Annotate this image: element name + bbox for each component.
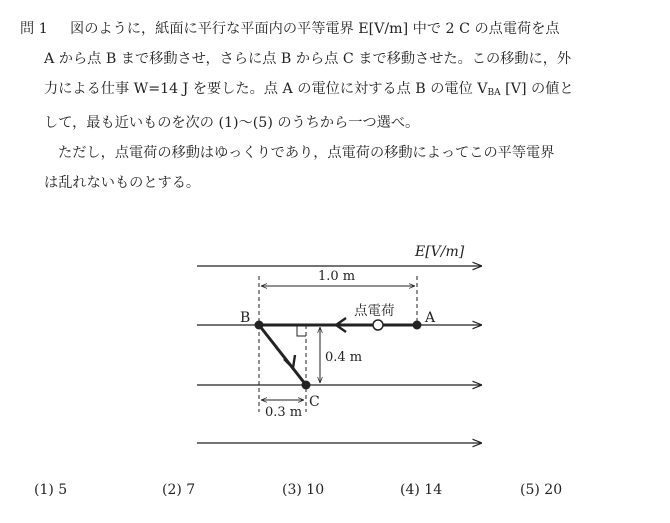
question-line-6: は乱れないものとする。 [44, 175, 201, 191]
point-c [302, 381, 311, 390]
dimension-vertical-label: 0.4 m [325, 350, 363, 365]
choice-1[interactable]: (1) 5 [34, 482, 68, 498]
label-b: B [240, 310, 251, 326]
choice-4[interactable]: (4) 14 [400, 482, 443, 498]
path-bc [259, 325, 306, 385]
point-charge [373, 320, 383, 330]
subscript-ba: BA [487, 88, 501, 98]
point-b [255, 321, 264, 330]
choice-2[interactable]: (2) 7 [162, 482, 196, 498]
dimension-ab-label: 1.0 m [318, 269, 356, 284]
field-label: E[V/m] [415, 244, 465, 260]
label-c: C [309, 394, 320, 410]
choice-3[interactable]: (3) 10 [282, 482, 325, 498]
question-line-2: A から点 B まで移動させ，さらに点 B から点 C まで移動させた。この移動に，外 [44, 51, 572, 67]
question-number: 問 1 [20, 21, 48, 37]
point-a [413, 321, 422, 330]
charge-label: 点電荷 [354, 303, 395, 319]
question-line-4: して，最も近いものを次の (1)～(5) のうちから一つ選べ。 [44, 115, 420, 131]
question-line-5: ただし，点電荷の移動はゆっくりであり，点電荷の移動によってこの平等電界 [58, 145, 555, 161]
dimension-horizontal-label: 0.3 m [265, 405, 303, 420]
choice-5[interactable]: (5) 20 [520, 482, 563, 498]
right-angle-mark [297, 325, 306, 336]
question-line-1: 問 1 図のように，紙面に平行な平面内の平等電界 E[V/m] 中で 2 C の点電荷を点 [20, 14, 660, 44]
label-a: A [425, 310, 436, 326]
question-line-3: 力による仕事 W=14 J を要した。点 A の電位に対する点 B の電位 $V_{BA}$ [V] の値と [44, 81, 574, 98]
